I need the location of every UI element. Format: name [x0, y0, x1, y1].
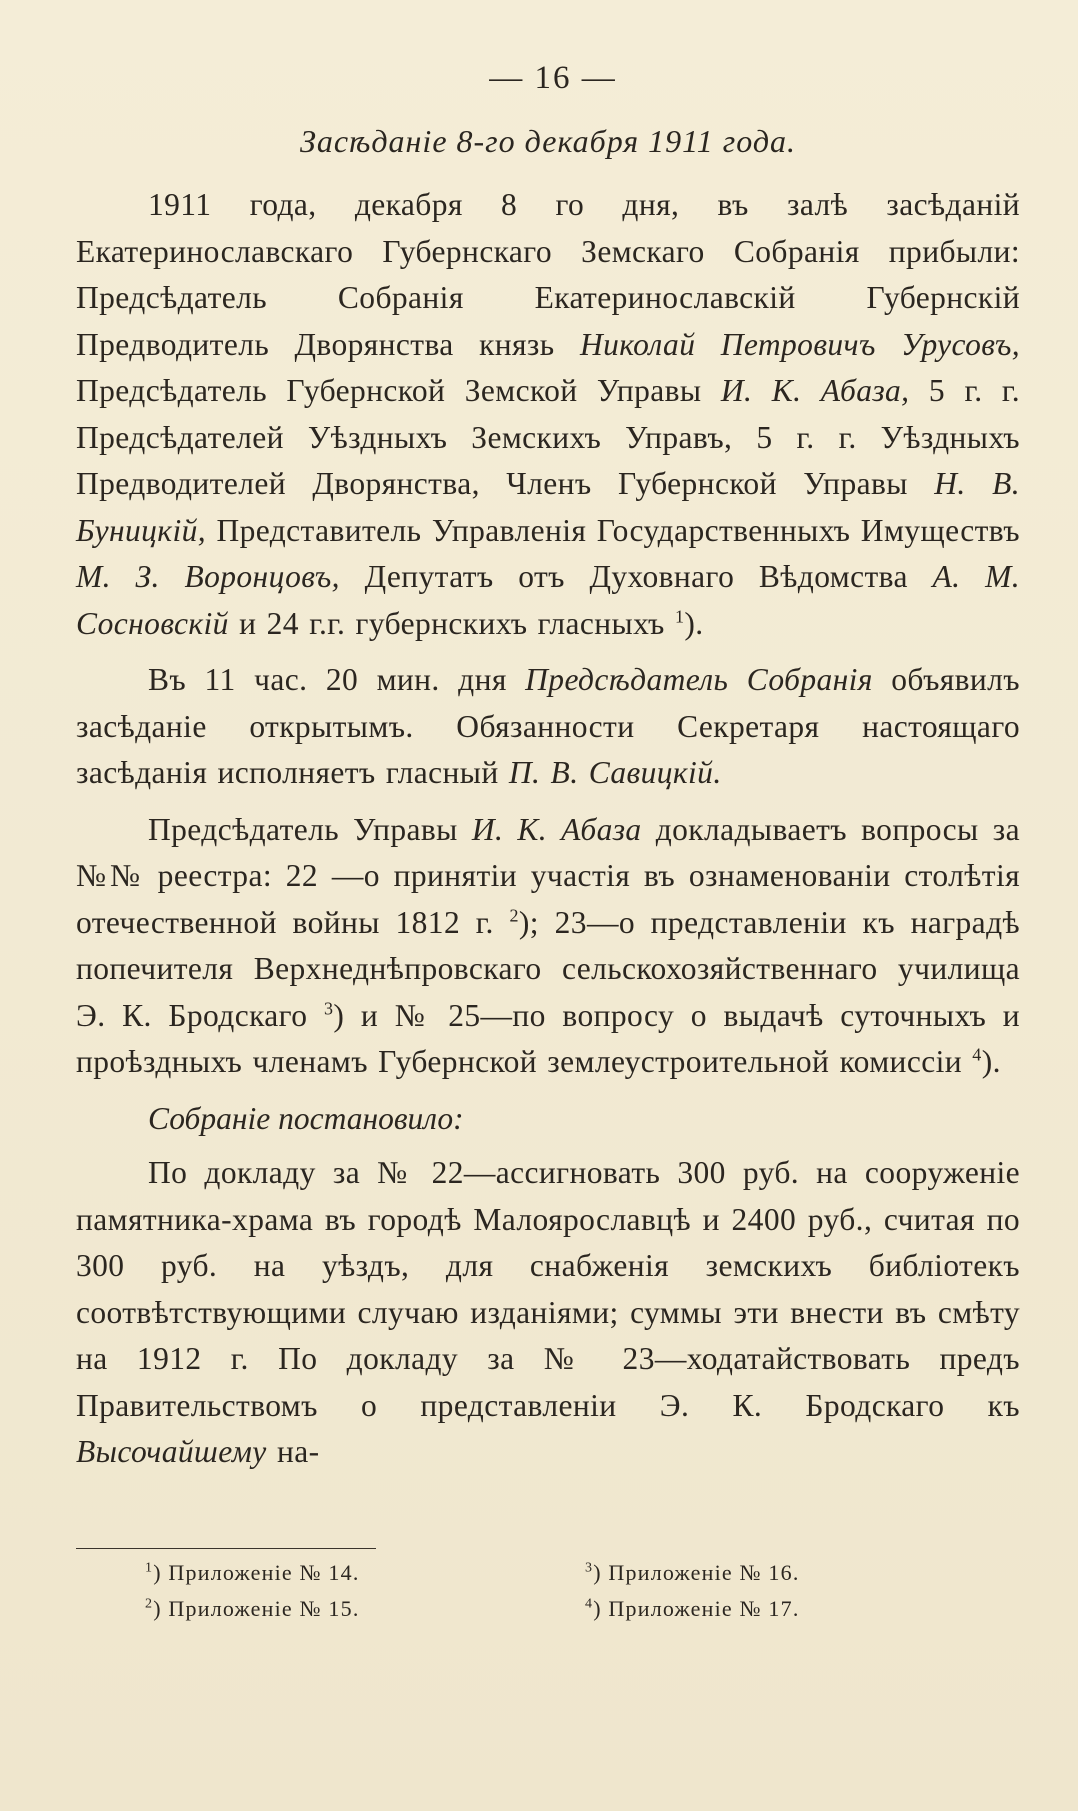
footnote-ref: 3: [324, 998, 334, 1018]
footnote-item: $^4$) Приложеніе № 17.: [585, 1596, 800, 1621]
footnote-item: $^3$) Приложеніе № 16.: [585, 1560, 800, 1585]
name-highest: Высочайшему: [76, 1434, 267, 1469]
footnote-ref: 1: [675, 606, 685, 626]
name-sosnovsky: А. М. Сосновскій: [76, 559, 1020, 641]
name-chairman: Предсѣдатель Собранія: [525, 662, 873, 697]
session-title: Засѣданіе 8-го декабря 1911 года.: [299, 123, 797, 159]
footnotes: [145, 1560, 945, 1622]
name-urusov: Николай Петровичъ Урусовъ,: [579, 326, 1020, 362]
footnote-ref: 2: [509, 905, 519, 925]
name-abaza-report: И. К. Абаза: [471, 811, 642, 847]
page-number: — 16 —: [489, 60, 617, 96]
name-vorontsov: М. З. Воронцовъ,: [76, 559, 340, 594]
footnote-divider: [76, 1548, 376, 1549]
paragraph-report: Предсѣдатель Управы И. К. Абаза докладываетъ вопросы за №№ реестра: 22 —о принятіи участія въ ознаменованіи столѣтія отечественной войны 1812 г. $^2$); 23—о представленіи къ наградѣ попечителя Верхнеднѣпровскаго сельскохозяйственнаго училища Э. К. Бродскаго $^3$) и № 25—по вопросу о выдачѣ суточныхъ и проѣздныхъ членамъ Губернской землеустроительной комиссіи $^4$).: [76, 811, 1021, 1079]
paragraph-attendance: 1911 года, декабря 8 го дня, въ залѣ засѣданій Екатеринославскаго Губернскаго Земскаго Собранія прибыли: Предсѣдатель Собранія Екатеринославскій Губернскій Предводитель Дворянства князь Николай Петровичъ Урусовъ, Предсѣдатель Губернской Земской Управы И. К. Абаза, 5 г. г. Предсѣдателей Уѣздныхъ Земскихъ Управъ, 5 г. г. Уѣздныхъ Предводителей Дворянства, Членъ Губернской Управы Н. В. Буницкій, Представитель Управленія Государственныхъ Имуществъ М. З. Воронцовъ, Депутатъ отъ Духовнаго Вѣдомства А. М. Сосновскій и 24 г.г. губернскихъ гласныхъ $^1$).: [76, 187, 1020, 641]
page-body: [76, 60, 1020, 1486]
footnote-item: $^2$) Приложеніе № 15.: [145, 1596, 360, 1621]
name-abaza: И. К. Абаза,: [720, 373, 910, 408]
resolution-heading: Собраніе постановило:: [148, 1100, 464, 1136]
footnote-ref: 4: [972, 1044, 982, 1065]
paragraph-resolution: По докладу за № 22—ассигновать 300 руб. на сооруженіе памятника-храма въ городѣ Малоярославцѣ и 2400 руб., считая по 300 руб. на уѣздъ, для снабженія земскихъ библіотекъ соотвѣтствующими случаю изданіями; суммы эти внести въ смѣту на 1912 г. По докладу за № 23—ходатайствовать предъ Правительствомъ о представленіи Э. К. Бродскаго къ Высочайшему на-: [76, 1155, 1020, 1469]
paragraph-opening: Въ 11 час. 20 мин. дня Предсѣдатель Собранія объявилъ засѣданіе открытымъ. Обязанности Секретаря настоящаго засѣданія исполняетъ гласный П. В. Савицкій.: [76, 662, 1020, 790]
name-bunitsky: Н. В. Буницкій,: [76, 466, 1020, 548]
name-savitsky: П. В. Савицкій.: [508, 755, 722, 790]
footnote-item: $^1$) Приложеніе № 14.: [145, 1560, 360, 1585]
